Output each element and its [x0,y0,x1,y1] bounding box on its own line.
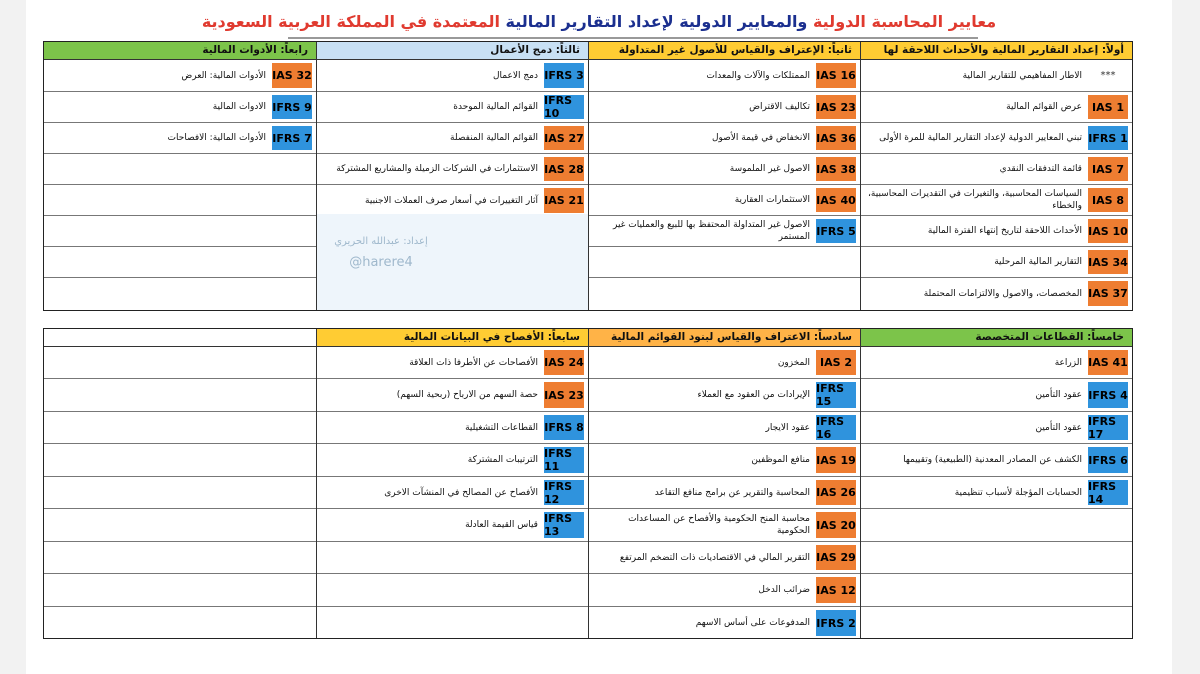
standard-row [861,444,1132,477]
standard-row [317,92,588,123]
standard-title: قياس القيمة العادلة [465,520,538,530]
standard-title: الاستثمارات العقارية [734,195,810,205]
standard-row [589,60,860,92]
standard-row [44,444,316,477]
watermark-handle: @harere4 [349,255,413,270]
standard-code: IAS 32 [272,63,312,88]
bottom-standards-table [43,328,1133,639]
standard-code: IFRS 14 [1088,480,1128,505]
standard-row [317,574,588,607]
section-header: سادساً: الاعتراف والقياس لبنود القوائم المالية [589,329,860,347]
standard-title: المحاسبة والتقرير عن برامج منافع التقاعد [654,487,810,498]
standard-code: IAS 2 [816,350,856,375]
standard-row [589,509,860,542]
standard-title: عقود التأمين [1035,422,1082,433]
standard-code: IFRS 15 [816,382,856,408]
standard-code: IAS 21 [544,188,584,213]
standard-title: المدفوعات على أساس الاسهم [695,618,810,628]
standard-title: الأفصاح عن المصالح في المنشآت الاخرى [384,487,538,498]
standard-row [317,154,588,185]
standard-title: الاطار المفاهيمي للتقارير المالية [962,70,1082,81]
standard-row [861,216,1132,247]
standard-row [589,607,860,639]
standard-row [589,347,860,379]
standard-code: IAS 24 [544,350,584,375]
title-part-ias: معايير المحاسبة الدولية [807,12,997,31]
standard-row [44,574,316,607]
standard-title: آثار التغييرات في أسعار صرف العملات الاجنبية [365,195,538,206]
standard-title: التقارير المالية المرحلية [994,257,1082,267]
standard-title: تبني المعايير الدولية لإعداد التقارير المالية للمرة الأولى [879,133,1082,143]
standard-title: الكشف عن المصادر المعدنية (الطبيعية) وتقييمها [903,455,1082,465]
standard-code: IAS 23 [544,382,584,408]
bottom_table-column-1 [860,329,1132,638]
standard-code: IFRS 4 [1088,382,1128,408]
standard-row [861,607,1132,639]
standard-row [861,509,1132,542]
standard-title: تكاليف الاقتراض [749,102,810,112]
standard-row [317,60,588,92]
standard-code: IFRS 17 [1088,415,1128,440]
section-header: خامساً: القطاعات المتخصصة [861,329,1132,347]
standard-title: عقود الايجار [765,422,810,433]
standard-row [317,509,588,542]
standard-code: IAS 29 [816,545,856,570]
bottom_table-column-3 [316,329,588,638]
standard-row [317,185,588,216]
standard-title: القوائم المالية الموحدة [453,102,538,112]
standard-title: الإيرادات من العقود مع العملاء [697,390,810,400]
standard-row [44,216,316,247]
standard-row [589,574,860,607]
standard-code: IFRS 7 [272,126,312,150]
standard-row [317,347,588,379]
standard-code: IFRS 11 [544,447,584,473]
standard-code: *** [1100,70,1116,81]
standard-code: IAS 12 [816,577,856,603]
standard-code: IAS 26 [816,480,856,505]
standard-title: عقود التأمين [1035,390,1082,400]
standard-row [861,542,1132,574]
standard-row [44,477,316,509]
standard-code: IFRS 12 [544,480,584,505]
page-title [26,12,1172,31]
standard-row [589,216,860,247]
standard-row [589,379,860,412]
top_table-column-4 [44,42,316,310]
standard-row [44,247,316,278]
standard-row [44,123,316,154]
standard-row [861,185,1132,216]
title-underline [288,37,978,39]
standard-code: IAS 16 [816,63,856,88]
standard-code: IFRS 9 [272,95,312,119]
standard-code: IAS 28 [544,157,584,181]
standard-row [317,412,588,444]
standard-title: قائمة التدفقات النقدي [999,164,1082,174]
standard-row [317,477,588,509]
section-header: أولاً: إعداد التقارير المالية والأحداث اللاحقة لها [861,42,1132,60]
title-part-saudi: المعتمدة في المملكة العربية السعودية [201,12,500,31]
standard-row [44,379,316,412]
standard-row [589,185,860,216]
standard-row [589,412,860,444]
standard-row [861,347,1132,379]
standard-title: الانخفاض في قيمة الأصول [711,133,810,143]
standard-row [44,154,316,185]
standard-row [589,154,860,185]
standard-row [44,60,316,92]
title-part-ifrs: والمعايير الدولية لإعداد التقارير المالية [499,12,808,31]
standard-row [861,60,1132,92]
standard-row [317,607,588,639]
standard-code: IAS 36 [816,126,856,150]
standard-code: IAS 34 [1088,250,1128,274]
standard-code: IAS 10 [1088,219,1128,243]
standard-title: الحسابات المؤجلة لأسباب تنظيمية [954,487,1082,498]
standard-row [589,477,860,509]
section-header: ثانياً: الإعتراف والقياس للأصول غير المتداولة [589,42,860,60]
standard-title: حصة السهم من الارباح (ربحية السهم) [396,390,538,400]
standard-code: IFRS 10 [544,95,584,119]
section-header [44,329,316,347]
standard-title: القوائم المالية المنفصلة [450,133,538,143]
standard-row [317,123,588,154]
standard-row [317,542,588,574]
standard-title: ضرائب الدخل [758,585,810,595]
standard-title: الأدوات المالية: العرض [181,70,266,81]
standard-row [44,92,316,123]
standard-title: الممتلكات والآلات والمعدات [706,70,810,81]
standard-title: عرض القوائم المالية [1006,102,1082,112]
watermark [326,236,436,270]
standard-code: IFRS 1 [1088,126,1128,150]
standard-code: IAS 7 [1088,157,1128,181]
top-standards-table [43,41,1133,311]
standard-row [44,607,316,639]
bottom_table-column-4 [44,329,316,638]
standard-row [589,542,860,574]
standard-row [589,123,860,154]
standard-code: IFRS 2 [816,610,856,636]
top_table-column-2 [588,42,860,310]
standard-title: الأحداث اللاحقة لتاريخ إنتهاء الفترة المالية [927,226,1082,236]
standard-code: IAS 23 [816,95,856,119]
standard-title: المخصصات، والاصول والالتزامات المحتملة [923,288,1082,299]
standard-row [861,278,1132,309]
standard-title: الترتيبات المشتركة [467,455,538,465]
standard-code: IAS 27 [544,126,584,150]
standard-row [589,278,860,309]
standard-row [861,574,1132,607]
standard-code: IFRS 3 [544,63,584,88]
standard-code: IAS 8 [1088,188,1128,212]
standard-row [44,185,316,216]
standard-row [861,154,1132,185]
standard-row [861,247,1132,278]
standard-title: محاسبة المنح الحكومية والأفصاح عن المساعدات الحكومية [628,514,810,536]
standard-row [861,379,1132,412]
standard-row [44,542,316,574]
standard-row [589,444,860,477]
top_table-column-1 [860,42,1132,310]
standard-title: المخزون [777,357,810,368]
standard-title: الأدوات المالية: الافصاحات [167,133,266,143]
standard-title: الاصول غير المتداولة المحتفظ بها للبيع والعمليات غير المستمر [612,220,810,242]
section-header: سابعاً: الأفصاح في البيانات المالية [317,329,588,347]
standard-row [44,509,316,542]
standard-code: IFRS 8 [544,415,584,440]
standard-row [44,278,316,309]
standard-title: التقرير المالي في الاقتصاديات ذات التضخم المرتفع [619,552,810,563]
standard-code: IFRS 13 [544,512,584,538]
standard-row [861,477,1132,509]
standard-row [589,92,860,123]
document-page [26,0,1172,674]
standard-title: السياسات المحاسبية، والتغيرات في التقديرات المحاسبية، والخطاء [868,189,1082,211]
standard-row [861,412,1132,444]
standard-title: الاستثمارات في الشركات الزميلة والمشاريع المشتركة [336,164,538,174]
standard-title: الاصول غير الملموسة [729,164,810,174]
standard-row [861,92,1132,123]
standard-code: IAS 1 [1088,95,1128,119]
standard-code: IAS 38 [816,157,856,181]
bottom_table-column-2 [588,329,860,638]
standard-row [317,379,588,412]
standard-title: الأفصاحات عن الأطرفا ذات العلاقة [409,357,538,368]
standard-title: منافع الموظفين [751,455,810,465]
watermark-author: إعداد: عبدالله الحريري [334,236,428,247]
standard-code: IAS 37 [1088,281,1128,306]
standard-row [317,444,588,477]
standard-title: الادوات المالية [212,102,266,112]
standard-code: IFRS 5 [816,219,856,243]
standard-title: القطاعات التشغيلية [465,422,538,433]
standard-code: IAS 19 [816,447,856,473]
standard-row [44,412,316,444]
section-header: رابعاً: الأدوات المالية [44,42,316,60]
standard-code: IFRS 16 [816,415,856,440]
standard-code: IAS 20 [816,512,856,538]
standard-row [589,247,860,278]
standard-title: دمج الاعمال [493,70,538,81]
standard-row [861,123,1132,154]
standard-row [44,347,316,379]
section-header: ثالثاً: دمج الأعمال [317,42,588,60]
standard-code: IAS 41 [1088,350,1128,375]
standard-code: IAS 40 [816,188,856,212]
standard-code: IFRS 6 [1088,447,1128,473]
standard-title: الزراعة [1054,357,1082,368]
